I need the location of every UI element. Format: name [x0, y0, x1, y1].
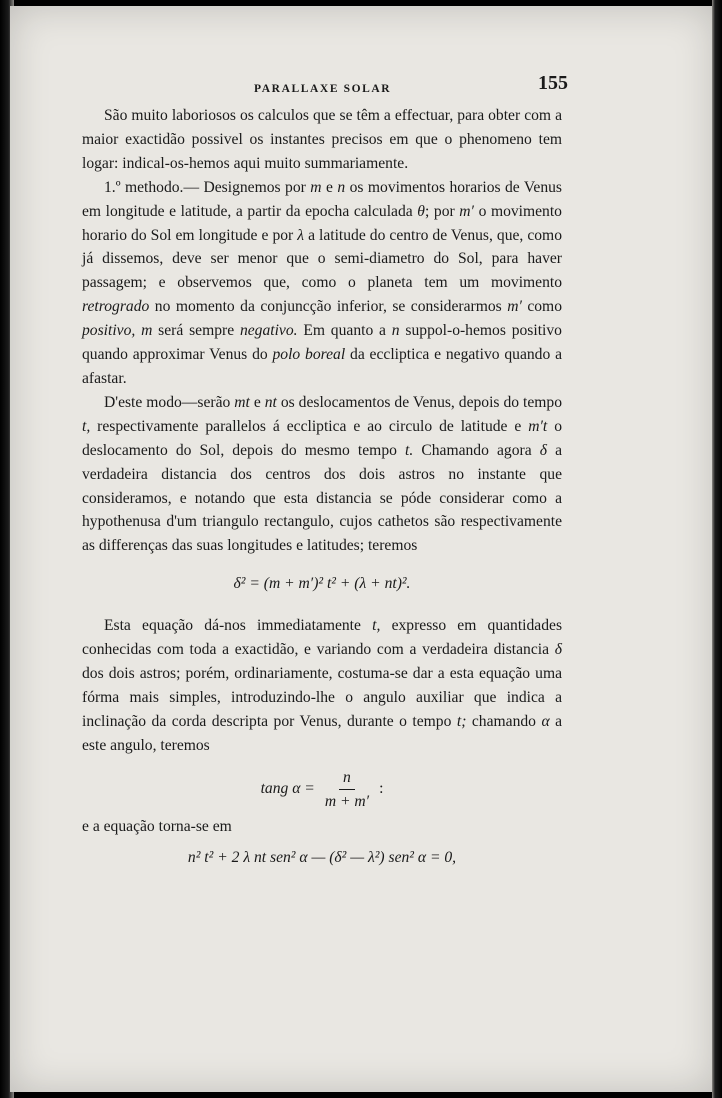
- scan-edge-right: [712, 0, 722, 1098]
- equation-3: n² t² + 2 λ nt sen² α — (δ² — λ²) sen² α = 0,: [187, 849, 457, 867]
- equation-2-lhs: tang α =: [260, 780, 315, 798]
- paragraph-3: D'este modo—serão mt e nt os deslocamentos de Venus, depois do tempo t, respectivamente parallelos á eccliptica e ao circulo de latitude e m′t o deslocamento do Sol, depois do mesmo tempo t. Chamando agora δ a verdadeira distancia dos centros dos dois astros no instante que consideramos, e notando que esta distancia se póde considerar como a hypothenusa d'um triangulo rectangulo, cujos cathetos são respectivamente as differenças das suas longitudes e latitudes; teremos: [82, 393, 562, 555]
- paragraph-4: Esta equação dá-nos immediatamente t, expresso em quantidades conhecidas com toda a exactidão, e variando com a verdadeira distancia δ dos dois astros; porém, ordinariamente, costuma-se dar a esta equação uma fórma mais simples, introduzindo-lhe o angulo auxiliar que indica a inclinação da corda descripta por Venus, durante o tempo t; chamando α a este angulo, teremos: [82, 617, 563, 754]
- page-number: 155: [538, 72, 568, 94]
- running-title: PARALLAXE SOLAR: [254, 83, 392, 95]
- equation-2-denominator: m + m′: [324, 792, 370, 810]
- page-body: [82, 72, 568, 880]
- paragraph-2: 1.º methodo.— Designemos por m e n os movimentos horarios de Venus em longitude e latitude, a partir da epocha calculada θ; por m′ o movimento horario do Sol em longitude e por λ a latitude do centro de Venus, que, como já dissemos, deve ser menor que o semi-diametro do Sol, para haver passagem; e observemos que, como o planeta tem um movimento retrogrado no momento da conjuncção inferior, se considerarmos m′ como positivo, m será sempre negativo. Em quanto a n suppol-o-hemos positivo quando approximar Venus do polo boreal da eccliptica e negativo quando a afastar.: [82, 178, 563, 387]
- equation-2-fraction: [321, 768, 373, 811]
- equation-2-numerator: n: [339, 768, 355, 790]
- running-head: [82, 72, 568, 98]
- paragraph-1: São muito laboriosos os calculos que se têm a effectuar, para obter com a maior exactidão possivel os instantes precisos em que o phenomeno tem logar: indical-os-hemos aqui muito summariamente.: [82, 107, 562, 172]
- paragraph-5: e a equação torna-se em: [82, 817, 232, 835]
- equation-2-tail: :: [379, 780, 384, 798]
- equation-1: δ² = (m + m′)² t² + (λ + nt)².: [233, 575, 411, 593]
- equation-2: [82, 768, 562, 811]
